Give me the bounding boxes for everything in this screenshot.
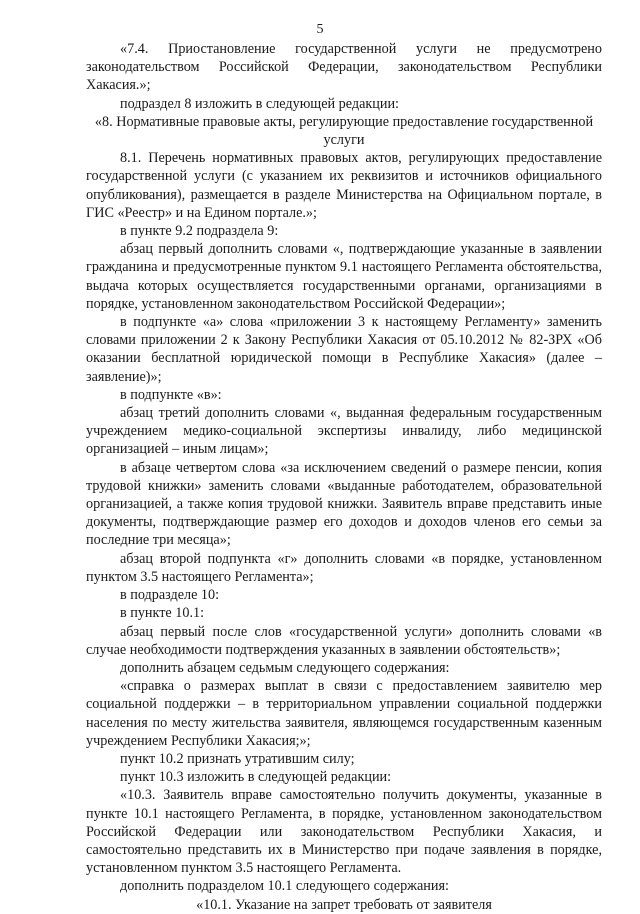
- paragraph: в подразделе 10:: [120, 587, 220, 604]
- paragraph: дополнить абзацем седьмым следующего содержания:: [120, 659, 450, 676]
- paragraph: 8.1. Перечень нормативных правовых актов, регулирующих предоставление государственной услуги (с указанием их реквизитов и источников официального опубликования), размещается в разделе Министерства на Официальном портале, в ГИС «Реестр» и на Едином портале.»;: [86, 150, 602, 221]
- paragraph: в пункте 10.1:: [120, 605, 205, 622]
- paragraph: абзац первый дополнить словами «, подтверждающие указанные в заявлении гражданина и предусмотренные пунктом 9.1 настоящего Регламента обстоятельства, выдача которых осуществляется государственными органами, организациями в порядке, установленном законодательством Российской Федерации»;: [86, 241, 602, 312]
- paragraph: «справка о размерах выплат в связи с предоставлением заявителю мер социальной поддержки – в территориальном управлении социальной поддержки населения по месту жительства заявителя, являющемся государственным казенным учреждением Республики Хакасия;»;: [86, 678, 602, 749]
- paragraph: «10.3. Заявитель вправе самостоятельно получить документы, указанные в пункте 10.1 настоящего Регламента, в порядке, установленном законодательством Российской Федерации или законодательством Республики Хакасия, и самостоятельно представить их в Министерство при подаче заявления в порядке, установленном пунктом 3.5 настоящего Регламента.: [86, 787, 602, 877]
- paragraph: в пункте 9.2 подраздела 9:: [120, 223, 279, 240]
- paragraph: абзац второй подпункта «г» дополнить словами «в порядке, установленном пунктом 3.5 настоящего Регламента»;: [86, 550, 602, 585]
- paragraph: «7.4. Приостановление государственной услуги не предусмотрено законодательством Российской Федерации, законодательством Республики Хакасия.»;: [86, 41, 602, 94]
- paragraph: дополнить подразделом 10.1 следующего содержания:: [120, 878, 449, 895]
- paragraph: абзац первый после слов «государственной услуги» дополнить словами «в случае необходимости подтверждения указанных в заявлении обстоятельств»;: [86, 623, 602, 658]
- document-body: [86, 40, 602, 914]
- paragraph: в абзаце четвертом слова «за исключением сведений о размере пенсии, копия трудовой книжки» заменить словами «выданные работодателем, образовательной организацией, а также копия трудовой книжки. Заявитель вправе представить иные документы, подтверждающие размер его доходов и доходов членов его семьи за последние три месяца»;: [86, 459, 602, 549]
- paragraph: пункт 10.2 признать утратившим силу;: [120, 750, 355, 767]
- paragraph: подраздел 8 изложить в следующей редакции:: [120, 95, 399, 112]
- section-heading: «10.1. Указание на запрет требовать от заявителя: [196, 896, 492, 913]
- page-number: 5: [316, 22, 324, 37]
- paragraph: абзац третий дополнить словами «, выданная федеральным государственным учреждением медико-социальной экспертизы инвалиду, либо медицинской организацией – иным лицам»;: [86, 405, 602, 458]
- paragraph: пункт 10.3 изложить в следующей редакции:: [120, 769, 392, 786]
- paragraph: в подпункте «в»:: [120, 386, 222, 403]
- section-heading: «8. Нормативные правовые акты, регулирующие предоставление государственной услуги: [94, 113, 594, 149]
- paragraph: в подпункте «а» слова «приложении 3 к настоящему Регламенту» заменить словами приложении 2 к Закону Республики Хакасия от 05.10.2012 № 82-ЗРХ «Об оказании бесплатной юридической помощи в Республике Хакасия» (далее – заявление)»;: [86, 314, 602, 385]
